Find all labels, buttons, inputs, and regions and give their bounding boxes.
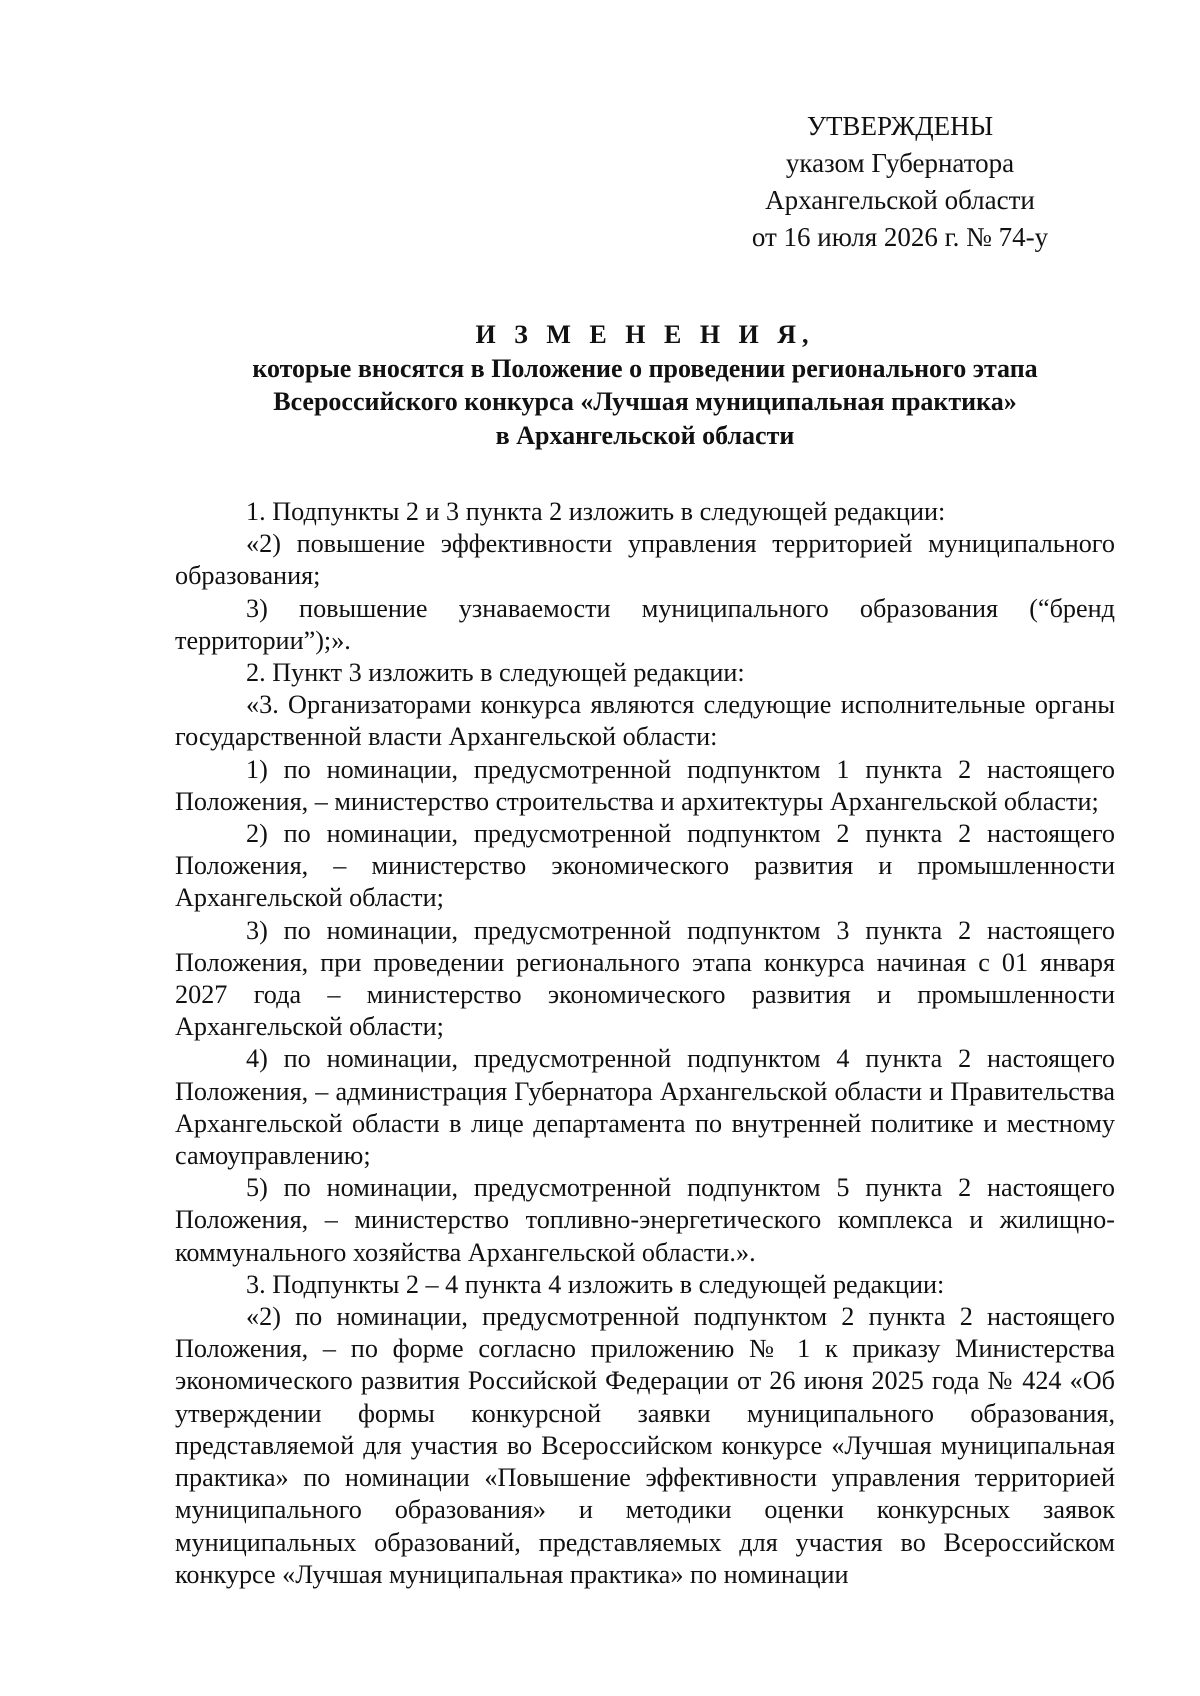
paragraph: «2) по номинации, предусмотренной подпунктом 2 пункта 2 настоящего Положения, – по форме согласно приложению № 1 к приказу Министерства экономического развития Российской Федерации от 26 июня 2025 года № 424 «Об утверждении формы конкурсной заявки муниципального образования, представляемой для участия во Всероссийском конкурсе «Лучшая муниципальная практика» по номинации «Повышение эффективности управления территорией муниципального образования» и методики оценки конкурсных заявок муниципальных образований, представляемых для участия во Всероссийском конкурсе «Лучшая муниципальная практика» по номинации <box>175 1302 1115 1589</box>
paragraph: «3. Организаторами конкурса являются следующие исполнительные органы государственной власти Архангельской области: <box>175 690 1115 752</box>
paragraph: «2) повышение эффективности управления территорией муниципального образования; <box>175 529 1115 591</box>
approval-decree: указом Губернатора <box>785 148 1015 178</box>
paragraph: 1) по номинации, предусмотренной подпунктом 1 пункта 2 настоящего Положения, – министерство строительства и архитектуры Архангельской области; <box>175 754 1115 816</box>
approval-heading: УТВЕРЖДЕНЫ <box>806 111 994 141</box>
paragraph: 3) повышение узнаваемости муниципального образования (“бренд территории”);». <box>175 593 1115 655</box>
paragraph: 5) по номинации, предусмотренной подпунктом 5 пункта 2 настоящего Положения, – министерство топливно-энергетического комплекса и жилищно-коммунального хозяйства Архангельской области.». <box>175 1173 1115 1267</box>
paragraph: 3. Подпункты 2 – 4 пункта 4 изложить в следующей редакции: <box>246 1269 945 1299</box>
title-line-3: в Архангельской области <box>495 420 795 450</box>
title-line-1: которые вносятся в Положение о проведении регионального этапа <box>252 353 1038 383</box>
document-title <box>175 318 1115 452</box>
title-main: И З М Е Н Е Н И Я, <box>475 320 815 349</box>
approval-stamp <box>730 108 1070 256</box>
paragraph: 2) по номинации, предусмотренной подпунктом 2 пункта 2 настоящего Положения, – министерство экономического развития и промышленности Архангельской области; <box>175 819 1115 913</box>
approval-region: Архангельской области <box>765 185 1035 215</box>
document-body <box>175 496 1115 1591</box>
paragraph: 1. Подпункты 2 и 3 пункта 2 изложить в следующей редакции: <box>246 497 946 526</box>
title-line-2: Всероссийского конкурса «Лучшая муниципальная практика» <box>273 387 1017 416</box>
paragraph: 2. Пункт 3 изложить в следующей редакции: <box>246 658 745 688</box>
paragraph: 4) по номинации, предусмотренной подпунктом 4 пункта 2 настоящего Положения, – администрация Губернатора Архангельской области и Правительства Архангельской области в лице департамента по внутренней политике и местному самоуправлению; <box>175 1044 1115 1171</box>
approval-date-number: от 16 июля 2026 г. № 74-у <box>751 222 1049 252</box>
paragraph: 3) по номинации, предусмотренной подпунктом 3 пункта 2 настоящего Положения, при проведении регионального этапа конкурса начиная с 01 января 2027 года – министерство экономического развития и промышленности Архангельской области; <box>175 915 1115 1042</box>
